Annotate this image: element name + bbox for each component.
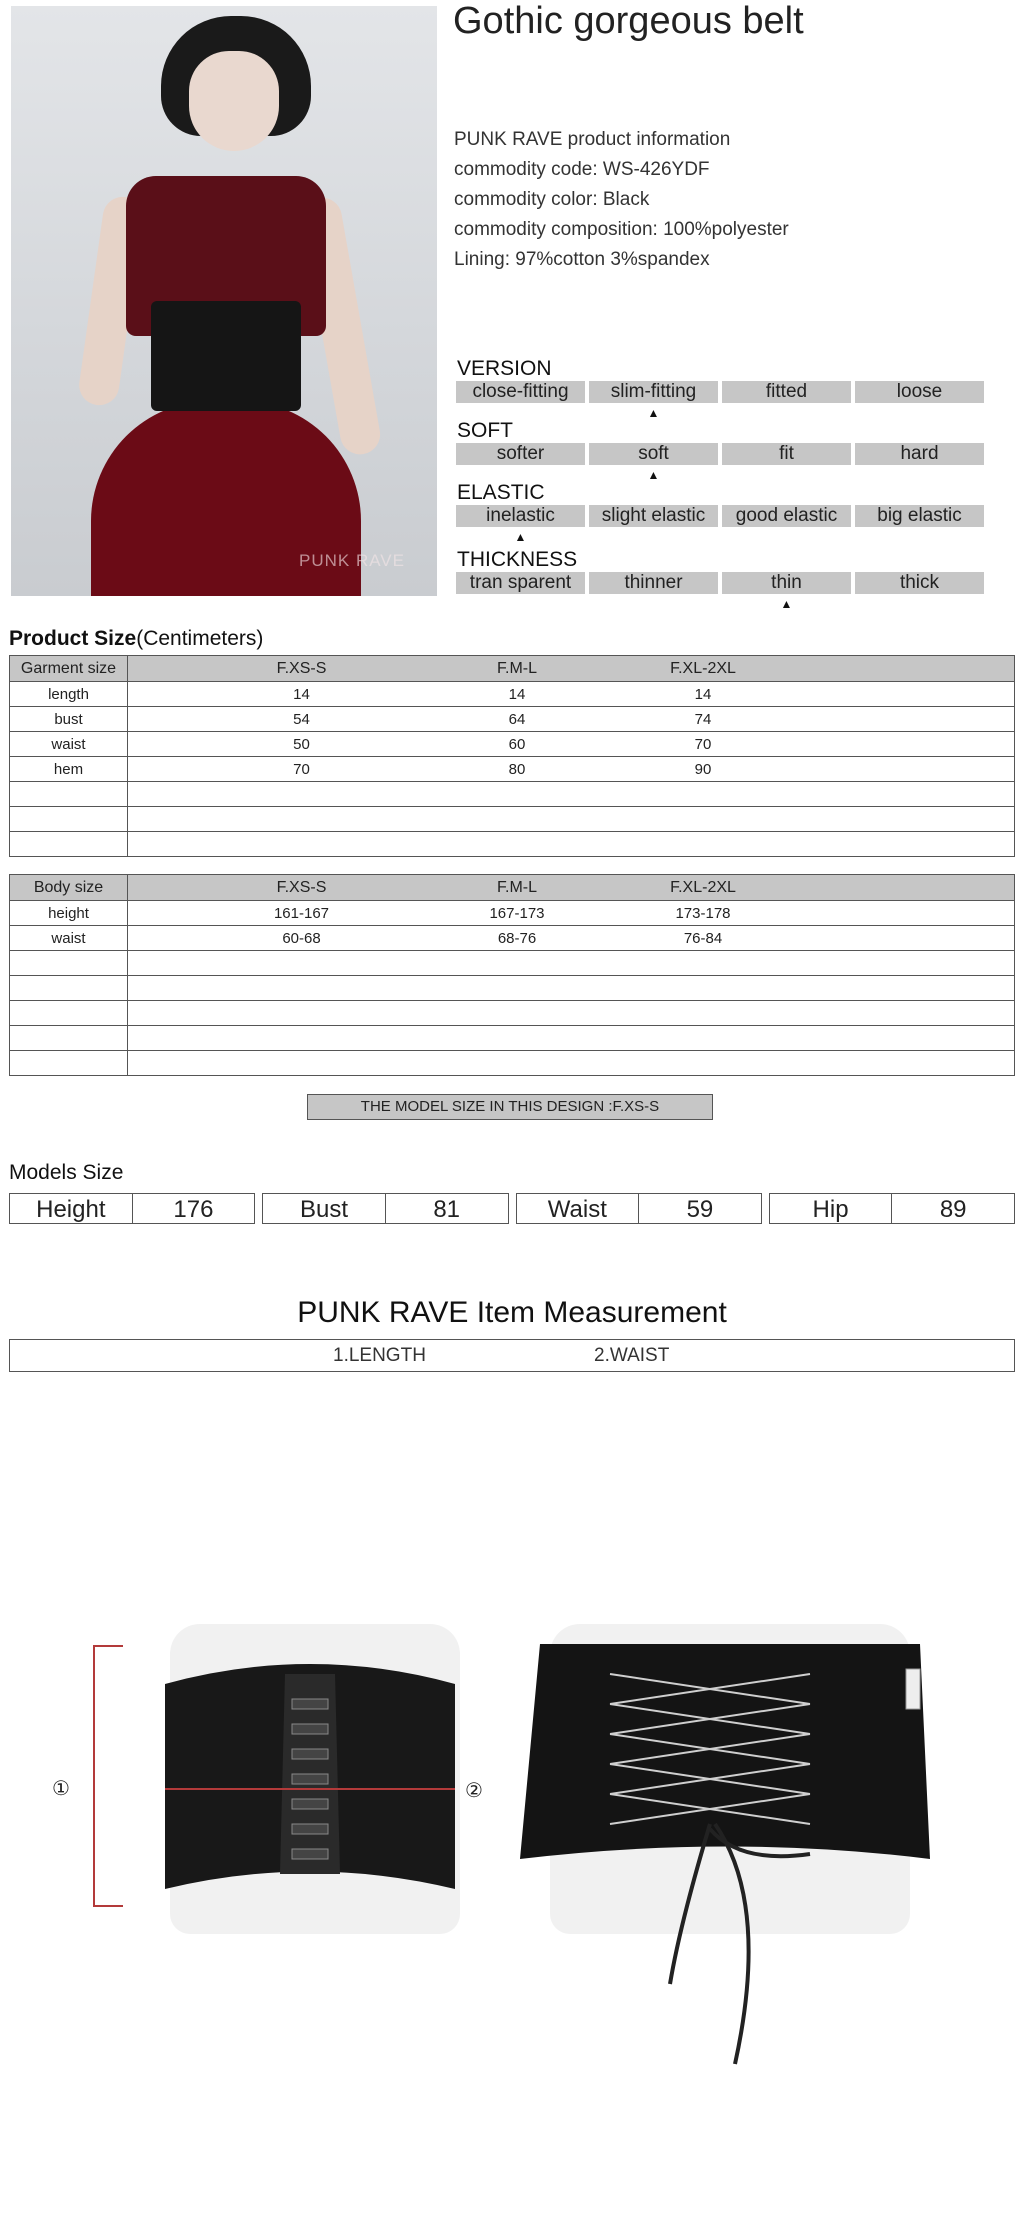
- table-row-empty: [10, 951, 1015, 976]
- empty-cell: [128, 1026, 1015, 1051]
- row-label: waist: [10, 732, 128, 757]
- table-cell: 167-173: [489, 904, 545, 922]
- size-col: F.XL-2XL: [670, 659, 736, 677]
- model-measure-label: Height: [10, 1194, 133, 1223]
- property-option: fit: [722, 443, 851, 465]
- table-row-empty: [10, 807, 1015, 832]
- selected-marker-icon: ▲: [647, 406, 660, 420]
- row-values: [128, 707, 1015, 732]
- measurement-item-waist: 2.WAIST: [594, 1345, 670, 1366]
- row-label: length: [10, 682, 128, 707]
- table-row: [10, 707, 1015, 732]
- selected-marker-icon: ▲: [780, 597, 793, 611]
- product-size-title: [9, 627, 263, 651]
- row-values: [128, 682, 1015, 707]
- info-line: PUNK RAVE product information: [454, 129, 731, 150]
- table-row: [10, 901, 1015, 926]
- row-values: [128, 757, 1015, 782]
- table-cell: 74: [694, 710, 712, 728]
- empty-cell: [10, 1026, 128, 1051]
- table-row: [10, 732, 1015, 757]
- property-scale: [456, 381, 984, 403]
- property-option: big elastic: [855, 505, 984, 527]
- measurement-title: PUNK RAVE Item Measurement: [297, 1296, 727, 1329]
- length-measure-cap-top: [93, 1645, 123, 1647]
- product-size-unit: (Centimeters): [136, 627, 264, 650]
- row-values: [128, 926, 1015, 951]
- table-cell: 60-68: [282, 929, 321, 947]
- model-measure-value: 81: [433, 1196, 461, 1223]
- property-option: slight elastic: [589, 505, 718, 527]
- property-option: slim-fitting: [589, 381, 718, 403]
- belt-back-ties: [670, 1824, 810, 2064]
- garment-size-header: Garment size: [10, 656, 128, 682]
- length-measure-line: [93, 1645, 95, 1907]
- property-option: fitted: [722, 381, 851, 403]
- measurement-item-length: 1.LENGTH: [333, 1345, 426, 1366]
- empty-cell: [128, 976, 1015, 1001]
- selected-marker-icon: ▲: [514, 530, 527, 544]
- product-title: Gothic gorgeous belt: [453, 0, 804, 42]
- size-columns-header: [128, 875, 1015, 901]
- property-option: loose: [855, 381, 984, 403]
- empty-cell: [10, 1051, 128, 1076]
- property-scale: [456, 572, 984, 594]
- garment-size-table: [9, 655, 1015, 857]
- table-cell: 14: [508, 685, 526, 703]
- property-option: close-fitting: [456, 381, 585, 403]
- photo-face: [189, 51, 279, 151]
- table-row-empty: [10, 782, 1015, 807]
- empty-cell: [128, 951, 1015, 976]
- product-info: [454, 125, 789, 275]
- property-label: VERSION: [457, 357, 552, 380]
- model-measure-height: [9, 1193, 255, 1224]
- property-option: good elastic: [722, 505, 851, 527]
- row-label: waist: [10, 926, 128, 951]
- info-line: commodity composition: 100%polyester: [454, 219, 789, 240]
- property-scale: [456, 443, 984, 465]
- table-cell: 161-167: [273, 904, 330, 922]
- belt-back-svg: [510, 1624, 950, 2084]
- table-row: [10, 926, 1015, 951]
- table-cell: 14: [694, 685, 712, 703]
- size-columns-header: [128, 656, 1015, 682]
- row-label: height: [10, 901, 128, 926]
- empty-cell: [128, 782, 1015, 807]
- model-measure-hip: [769, 1193, 1015, 1224]
- belt-back-tag: [906, 1669, 920, 1709]
- empty-cell: [10, 951, 128, 976]
- size-col: F.M-L: [497, 878, 537, 896]
- property-option: softer: [456, 443, 585, 465]
- table-cell: 64: [508, 710, 526, 728]
- table-cell: 54: [293, 710, 310, 728]
- info-line: commodity code: WS-426YDF: [454, 159, 710, 180]
- property-label: SOFT: [457, 419, 513, 442]
- table-row-empty: [10, 832, 1015, 857]
- model-measure-label: Bust: [263, 1194, 386, 1223]
- length-measure-cap-bottom: [93, 1905, 123, 1907]
- photo-belt: [151, 301, 301, 411]
- empty-cell: [128, 1051, 1015, 1076]
- empty-cell: [128, 832, 1015, 857]
- empty-cell: [10, 782, 128, 807]
- table-row-empty: [10, 1051, 1015, 1076]
- belt-back-image: [510, 1624, 950, 2084]
- empty-cell: [10, 976, 128, 1001]
- property-label: THICKNESS: [457, 548, 578, 571]
- model-measure-label: Waist: [517, 1194, 640, 1223]
- photo-watermark: PUNK RAVE: [299, 551, 405, 570]
- size-col: F.XS-S: [276, 659, 327, 677]
- table-cell: 80: [508, 760, 526, 778]
- model-measure-bust: [262, 1193, 508, 1224]
- models-size-title: Models Size: [9, 1161, 124, 1184]
- table-cell: 173-178: [675, 904, 731, 922]
- models-size-row: [9, 1193, 1015, 1224]
- property-scale: [456, 505, 984, 527]
- property-option: thinner: [589, 572, 718, 594]
- table-cell: 76-84: [683, 929, 723, 947]
- body-size-header: Body size: [10, 875, 128, 901]
- row-label: bust: [10, 707, 128, 732]
- selected-marker-icon: ▲: [647, 468, 660, 482]
- property-option: hard: [855, 443, 984, 465]
- model-measure-waist: [516, 1193, 762, 1224]
- table-cell: 70: [694, 735, 712, 753]
- belt-front-image: [125, 1624, 495, 1934]
- table-cell: 90: [694, 760, 712, 778]
- model-size-note: THE MODEL SIZE IN THIS DESIGN :F.XS-S: [307, 1094, 713, 1120]
- table-cell: 70: [293, 760, 310, 778]
- table-row: [10, 682, 1015, 707]
- measurement-legend: [9, 1339, 1015, 1372]
- product-size-heading: Product Size: [9, 627, 137, 650]
- table-row: [10, 757, 1015, 782]
- model-measure-value: 59: [686, 1196, 714, 1223]
- property-option: inelastic: [456, 505, 585, 527]
- info-line: commodity color: Black: [454, 189, 650, 210]
- empty-cell: [128, 1001, 1015, 1026]
- size-col: F.XS-S: [276, 878, 327, 896]
- row-label: hem: [10, 757, 128, 782]
- property-label: ELASTIC: [457, 481, 545, 504]
- empty-cell: [10, 807, 128, 832]
- info-line: Lining: 97%cotton 3%spandex: [454, 249, 710, 270]
- table-cell: 68-76: [497, 929, 537, 947]
- property-option: thin: [722, 572, 851, 594]
- model-measure-value: 89: [939, 1196, 967, 1223]
- table-row-empty: [10, 976, 1015, 1001]
- belt-front-svg: [125, 1624, 495, 1934]
- row-values: [128, 901, 1015, 926]
- empty-cell: [10, 1001, 128, 1026]
- property-option: tran sparent: [456, 572, 585, 594]
- product-photo: [11, 6, 437, 596]
- size-col: F.XL-2XL: [670, 878, 736, 896]
- model-measure-label: Hip: [770, 1194, 893, 1223]
- table-cell: 14: [293, 685, 310, 703]
- property-option: soft: [589, 443, 718, 465]
- table-cell: 50: [293, 735, 310, 753]
- model-measure-value: 176: [173, 1196, 214, 1223]
- row-values: [128, 732, 1015, 757]
- table-row-empty: [10, 1026, 1015, 1051]
- table-row-empty: [10, 1001, 1015, 1026]
- empty-cell: [128, 807, 1015, 832]
- size-col: F.M-L: [497, 659, 537, 677]
- property-option: thick: [855, 572, 984, 594]
- table-cell: 60: [508, 735, 526, 753]
- empty-cell: [10, 832, 128, 857]
- body-size-table: [9, 874, 1015, 1076]
- marker-1-icon: ①: [52, 1778, 70, 1800]
- marker-2-icon: ②: [465, 1780, 483, 1802]
